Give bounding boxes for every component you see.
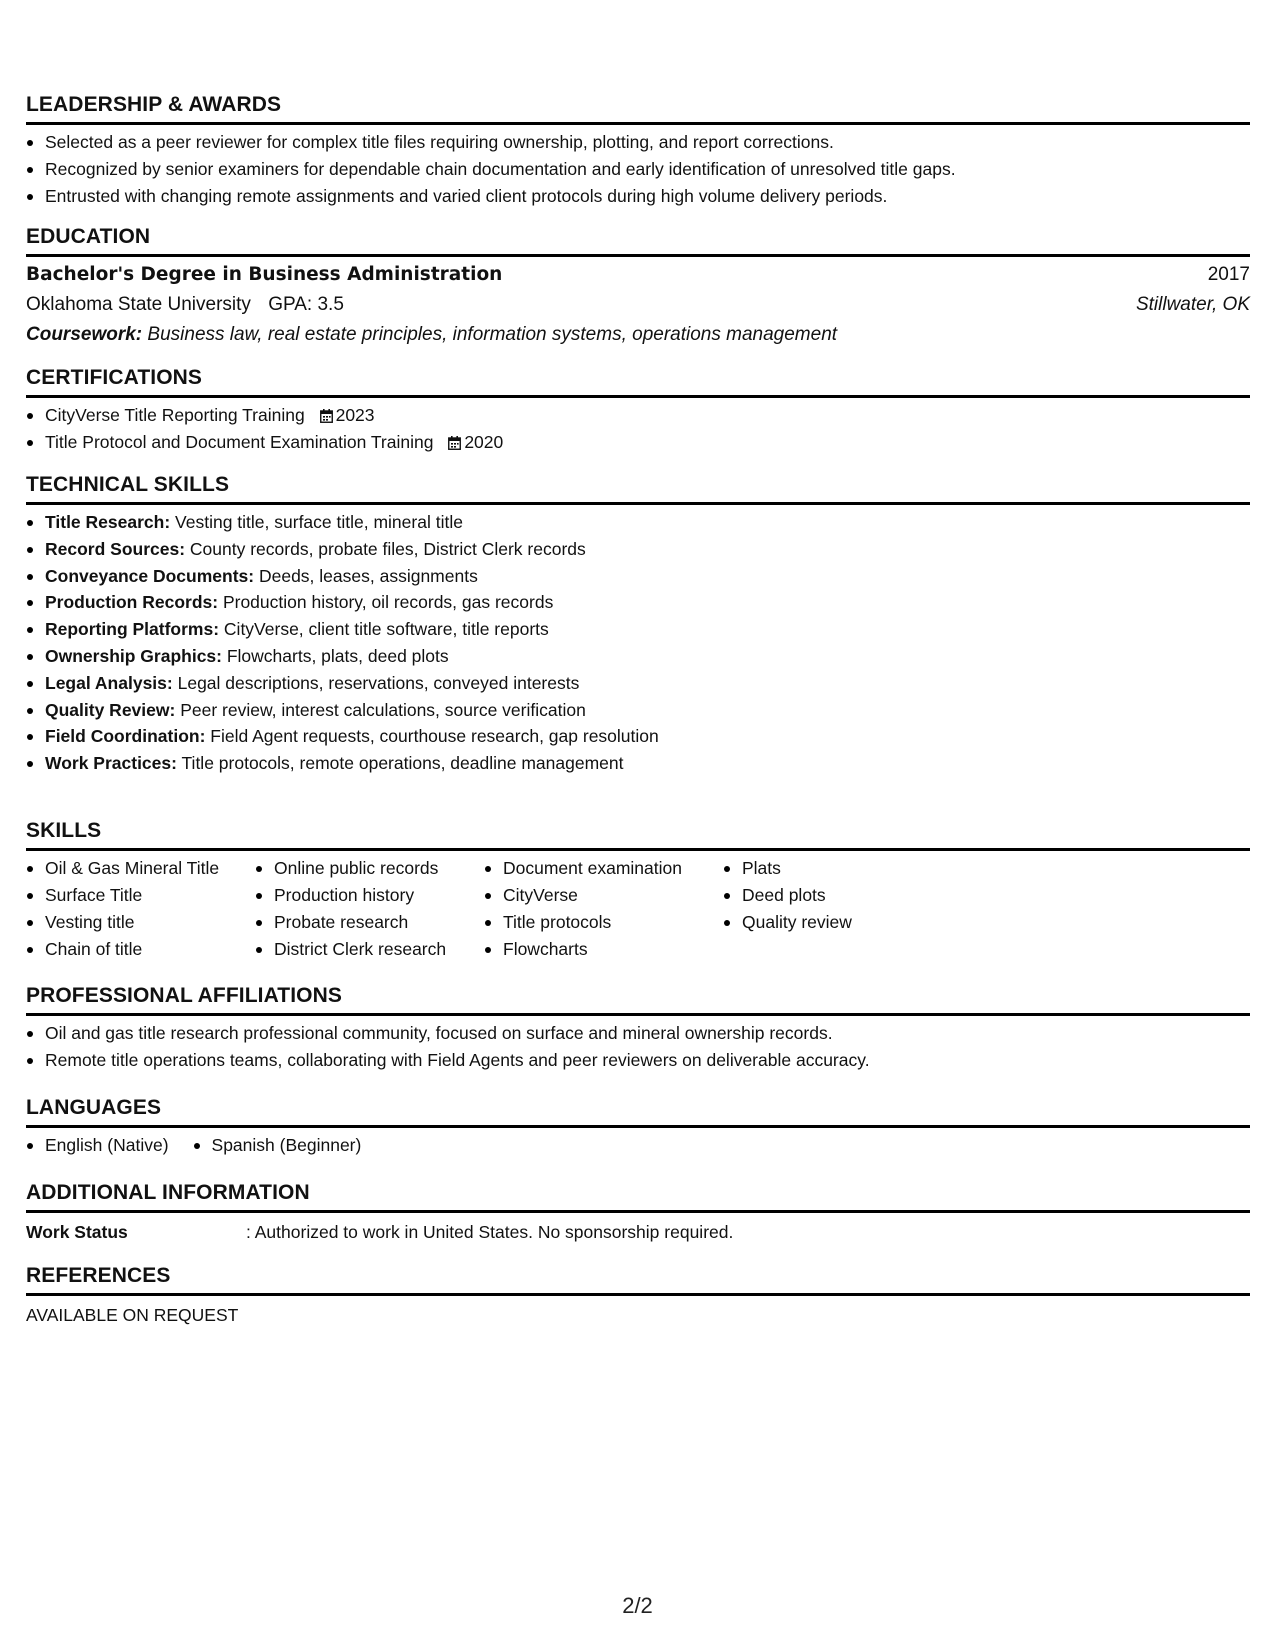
technical-skills-list bbox=[26, 509, 1250, 777]
skill-item: Online public records bbox=[255, 855, 484, 882]
skill-item: Quality review bbox=[723, 909, 923, 936]
technical-skill-item bbox=[26, 616, 1250, 643]
leadership-item: Recognized by senior examiners for dependable chain documentation and early identification of unresolved title gaps. bbox=[26, 156, 1250, 183]
graduation-year: 2017 bbox=[1207, 264, 1250, 285]
skill-category: Ownership Graphics: bbox=[45, 645, 222, 666]
skill-values: CityVerse, client title software, title reports bbox=[223, 619, 549, 640]
skill-item: CityVerse bbox=[484, 882, 723, 909]
certifications-list bbox=[26, 402, 1250, 456]
affiliation-item: Remote title operations teams, collaborating with Field Agents and peer reviewers on deliverable accuracy. bbox=[26, 1047, 1250, 1074]
additional-info-section bbox=[26, 1180, 1250, 1246]
skill-item: Flowcharts bbox=[484, 936, 723, 963]
skill-item: Deed plots bbox=[723, 882, 923, 909]
technical-skill-item bbox=[26, 589, 1250, 616]
technical-skill-item bbox=[26, 536, 1250, 563]
certification-year: 2020 bbox=[464, 432, 504, 452]
technical-skill-item bbox=[26, 697, 1250, 724]
section-title-skills: SKILLS bbox=[26, 818, 1250, 851]
certification-item bbox=[26, 429, 1250, 456]
skill-item: Vesting title bbox=[26, 909, 255, 936]
skills-section bbox=[26, 818, 1250, 963]
certification-year: 2023 bbox=[335, 405, 375, 425]
skill-values: Peer review, interest calculations, source verification bbox=[180, 699, 586, 720]
section-title-references: REFERENCES bbox=[26, 1263, 1250, 1296]
leadership-item: Entrusted with changing remote assignments and varied client protocols during high volume delivery periods. bbox=[26, 183, 1250, 210]
work-status-label: Work Status bbox=[26, 1222, 128, 1242]
technical-skills-section bbox=[26, 472, 1250, 777]
technical-skill-item bbox=[26, 723, 1250, 750]
skills-column bbox=[255, 855, 484, 963]
skills-grid bbox=[26, 855, 1250, 963]
section-title-additional-info: ADDITIONAL INFORMATION bbox=[26, 1180, 1250, 1213]
certification-name: Title Protocol and Document Examination Training bbox=[45, 432, 434, 452]
skill-item: District Clerk research bbox=[255, 936, 484, 963]
leadership-item: Selected as a peer reviewer for complex title files requiring ownership, plotting, and report corrections. bbox=[26, 129, 1250, 156]
coursework-row bbox=[26, 320, 1250, 350]
skill-category: Field Coordination: bbox=[45, 726, 206, 747]
section-title-affiliations: PROFESSIONAL AFFILIATIONS bbox=[26, 983, 1250, 1016]
page-number: 2/2 bbox=[622, 1593, 653, 1618]
school-location: Stillwater, OK bbox=[1135, 294, 1250, 315]
skill-category: Quality Review: bbox=[45, 699, 176, 720]
technical-skill-item bbox=[26, 750, 1250, 777]
calendar-icon bbox=[448, 436, 461, 450]
skill-category: Legal Analysis: bbox=[45, 672, 173, 693]
languages-list bbox=[26, 1132, 1250, 1159]
skill-values: Title protocols, remote operations, deadline management bbox=[181, 753, 624, 774]
leadership-list bbox=[26, 129, 1250, 209]
work-status-value: : Authorized to work in United States. No sponsorship required. bbox=[246, 1222, 734, 1242]
coursework-text: Business law, real estate principles, information systems, operations management bbox=[147, 324, 838, 345]
affiliation-item: Oil and gas title research professional community, focused on surface and mineral ownership records. bbox=[26, 1020, 1250, 1047]
skill-values: Production history, oil records, gas records bbox=[222, 592, 554, 613]
affiliations-list bbox=[26, 1020, 1250, 1074]
skill-values: Flowcharts, plats, deed plots bbox=[226, 645, 449, 666]
skills-column bbox=[26, 855, 255, 963]
skill-item: Surface Title bbox=[26, 882, 255, 909]
references-section bbox=[26, 1263, 1250, 1329]
references-text: AVAILABLE ON REQUEST bbox=[26, 1305, 239, 1325]
skill-values: Field Agent requests, courthouse research, gap resolution bbox=[210, 726, 659, 747]
language-item: Spanish (Beginner) bbox=[193, 1132, 362, 1159]
certification-item bbox=[26, 402, 1250, 429]
technical-skill-item bbox=[26, 563, 1250, 590]
language-item: English (Native) bbox=[26, 1132, 169, 1159]
skills-column bbox=[484, 855, 723, 963]
skill-values: Deeds, leases, assignments bbox=[258, 565, 478, 586]
section-title-leadership: LEADERSHIP & AWARDS bbox=[26, 92, 1250, 125]
affiliations-section bbox=[26, 983, 1250, 1074]
skill-item: Chain of title bbox=[26, 936, 255, 963]
education-degree-row bbox=[26, 260, 1250, 290]
calendar-icon bbox=[320, 409, 333, 423]
education-section bbox=[26, 224, 1250, 350]
education-school-row bbox=[26, 290, 1250, 320]
skill-category: Conveyance Documents: bbox=[45, 565, 255, 586]
work-status-row bbox=[26, 1219, 1250, 1246]
degree-name: Bachelor's Degree in Business Administration bbox=[26, 264, 503, 285]
skill-values: Legal descriptions, reservations, conveyed interests bbox=[177, 672, 580, 693]
skill-item: Document examination bbox=[484, 855, 723, 882]
skill-category: Production Records: bbox=[45, 592, 219, 613]
certifications-section bbox=[26, 365, 1250, 456]
school-name: Oklahoma State University bbox=[26, 294, 251, 315]
skill-item: Probate research bbox=[255, 909, 484, 936]
leadership-section bbox=[26, 92, 1250, 209]
section-title-languages: LANGUAGES bbox=[26, 1095, 1250, 1128]
skill-values: Vesting title, surface title, mineral title bbox=[175, 512, 463, 532]
technical-skill-item bbox=[26, 509, 1250, 536]
skill-item: Oil & Gas Mineral Title bbox=[26, 855, 255, 882]
gpa: GPA: 3.5 bbox=[268, 294, 344, 315]
section-title-technical-skills: TECHNICAL SKILLS bbox=[26, 472, 1250, 505]
coursework-label: Coursework: bbox=[26, 324, 143, 345]
section-title-education: EDUCATION bbox=[26, 224, 1250, 257]
skill-category: Title Research: bbox=[45, 512, 171, 532]
skill-item: Plats bbox=[723, 855, 923, 882]
skill-category: Reporting Platforms: bbox=[45, 619, 220, 640]
skill-item: Production history bbox=[255, 882, 484, 909]
languages-section bbox=[26, 1095, 1250, 1159]
technical-skill-item bbox=[26, 643, 1250, 670]
certification-name: CityVerse Title Reporting Training bbox=[45, 405, 305, 425]
skill-category: Work Practices: bbox=[45, 753, 177, 774]
skill-category: Record Sources: bbox=[45, 538, 186, 559]
skill-item: Title protocols bbox=[484, 909, 723, 936]
skills-column bbox=[723, 855, 923, 963]
skill-values: County records, probate files, District Clerk records bbox=[189, 538, 586, 559]
technical-skill-item bbox=[26, 670, 1250, 697]
section-title-certifications: CERTIFICATIONS bbox=[26, 365, 1250, 398]
